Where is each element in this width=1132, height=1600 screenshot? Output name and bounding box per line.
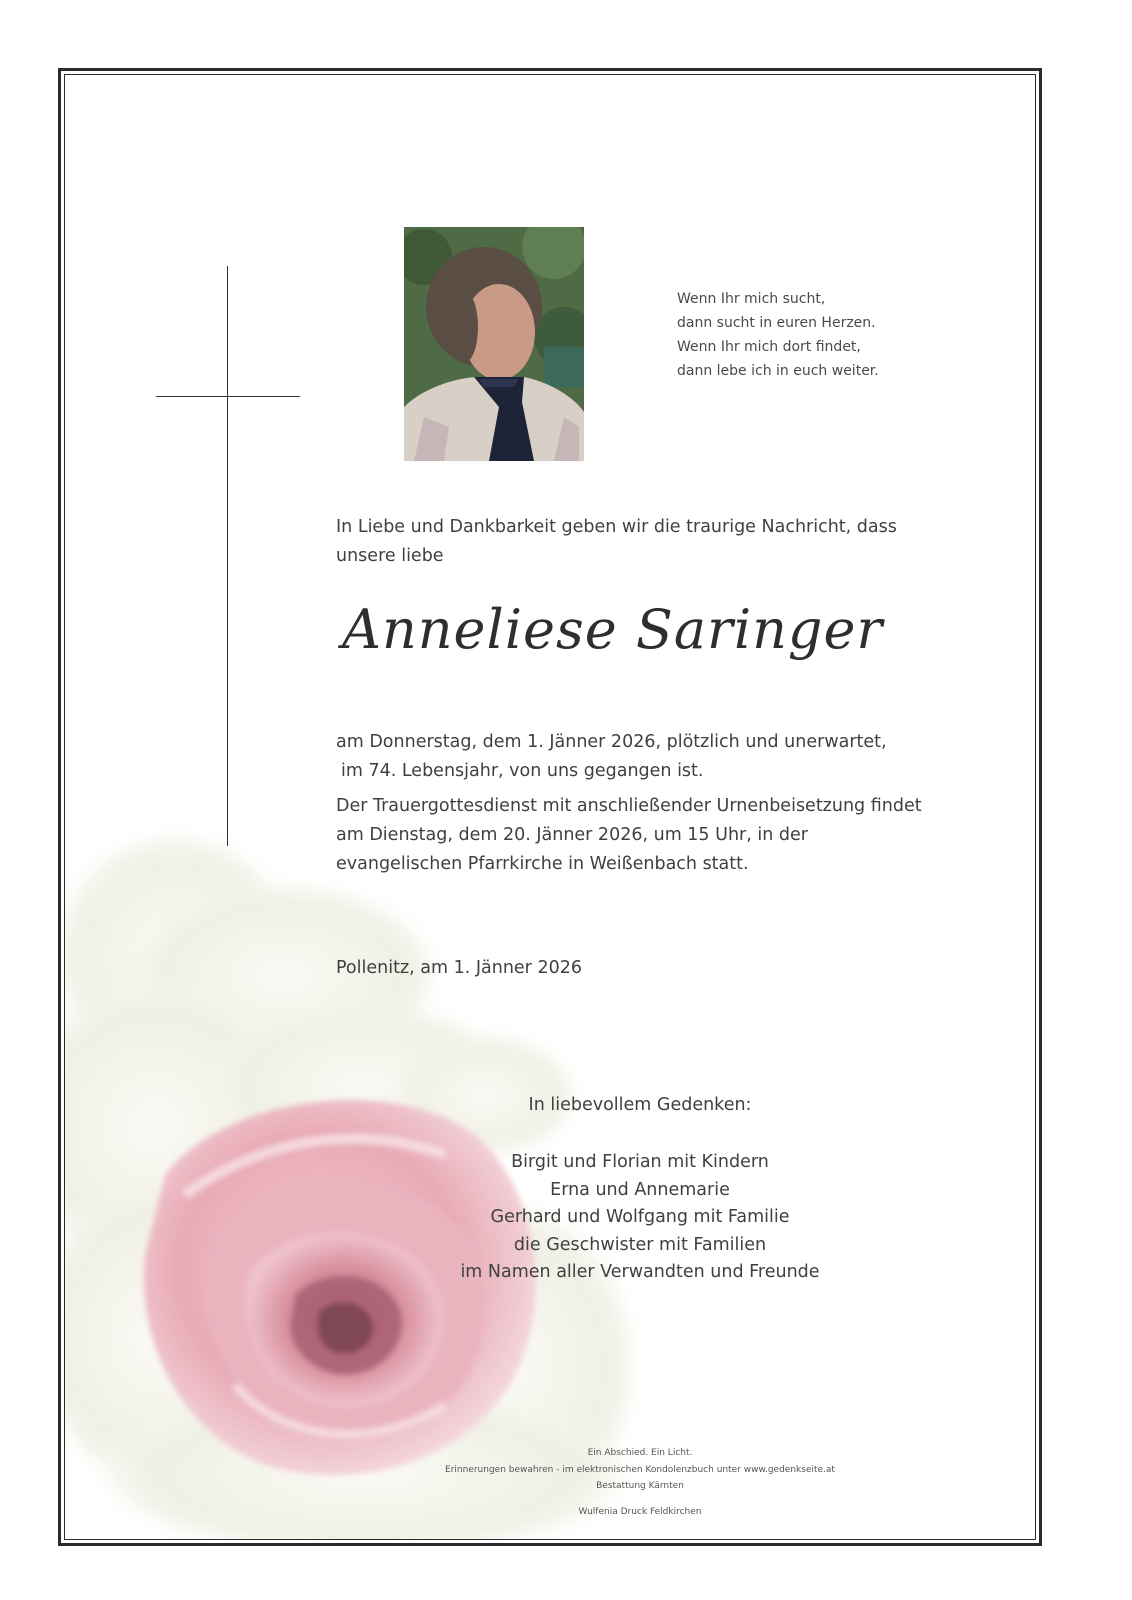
quote-line: Wenn Ihr mich sucht, [677,291,826,307]
quote-line: dann sucht in euren Herzen. [677,315,876,331]
family-line: Erna und Annemarie [550,1179,730,1200]
memorial-quote [677,287,879,383]
footer-line: Ein Abschied. Ein Licht. [587,1448,693,1458]
footer-line: Bestattung Kärnten [596,1481,684,1491]
portrait-photo [404,227,584,461]
family-list [440,1149,840,1287]
intro-text: In Liebe und Dankbarkeit geben wir die traurige Nachricht, dass unsere liebe [336,517,897,566]
death-notice [336,728,887,786]
family-line: im Namen aller Verwandten und Freunde [460,1262,820,1282]
family-line: Birgit und Florian mit Kindern [511,1152,769,1172]
footer-line: Erinnerungen bewahren - im elektronischen Kondolenzbuch unter www.gedenkseite.at [445,1465,835,1475]
family-line: Gerhard und Wolfgang mit Familie [490,1207,790,1227]
deceased-name: Anneliese Saringer [342,598,884,661]
quote-line: dann lebe ich in euch weiter. [677,363,879,379]
cross-horizontal-bar [156,396,300,397]
quote-line: Wenn Ihr mich dort findet, [677,339,861,355]
gedenken-heading: In liebevollem Gedenken: [528,1095,752,1115]
printer-credit: Wulfenia Druck Feldkirchen [578,1507,702,1517]
cross-vertical-bar [227,266,228,846]
death-line: am Donnerstag, dem 1. Jänner 2026, plötzlich und unerwartet, [336,732,887,752]
family-line: die Geschwister mit Familien [513,1234,767,1255]
service-text: Der Trauergottesdienst mit anschließender Urnenbeisetzung findet am Dienstag, dem 20. Jänner 2026, um 15 Uhr, in der evangelischen Pfarrkirche in Weißenbach statt. [336,796,922,874]
place-date: Pollenitz, am 1. Jänner 2026 [336,958,582,978]
death-line: im 74. Lebensjahr, von uns gegangen ist. [341,761,704,781]
